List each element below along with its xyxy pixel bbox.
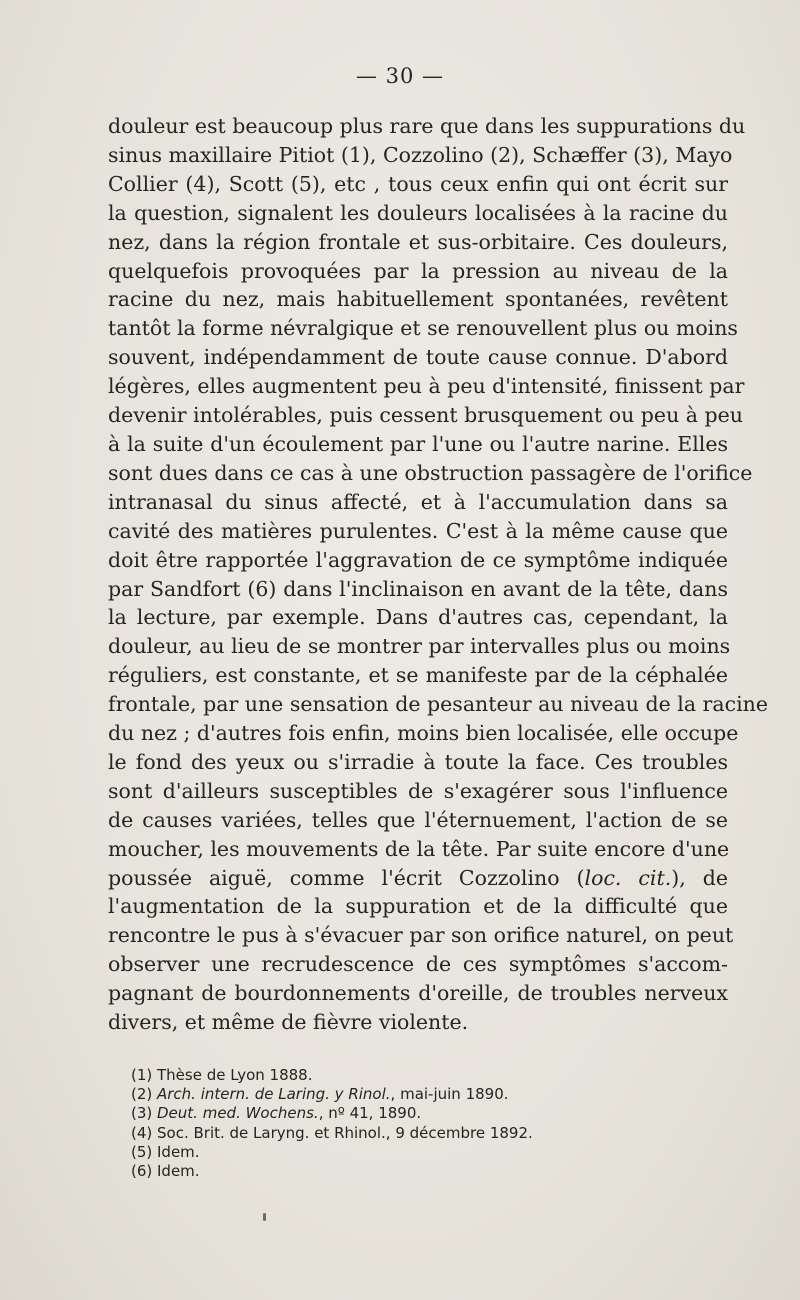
text-line: l'augmentation de la suppuration et de la difficulté que (108, 894, 728, 919)
footnote-text: , nº 41, 1890. (318, 1104, 422, 1123)
footnote-text: Soc. Brit. de Laryng. et Rhinol., 9 décembre 1892. (157, 1123, 533, 1142)
text-line: légères, elles augmentent peu à peu d'intensité, finissent par (108, 374, 745, 399)
text-line: la question, signalent les douleurs localisées à la racine du (108, 200, 728, 225)
footnote (131, 1104, 591, 1123)
text-line: divers, et même de fièvre violente. (108, 1010, 469, 1035)
text-line: réguliers, est constante, et se manifeste par de la céphalée (108, 663, 728, 688)
footnote-text: Idem. (157, 1162, 200, 1181)
ink-speck (263, 1213, 266, 1221)
text-line: sinus maxillaire Pitiot (1), Cozzolino (2), Schæffer (3), Mayo (108, 142, 733, 167)
footnote (131, 1124, 591, 1143)
text-line: quelquefois provoquées par la pression au niveau de la (108, 258, 728, 283)
text-line: racine du nez, mais habituellement spontanées, revêtent (108, 287, 728, 312)
text-line: la lecture, par exemple. Dans d'autres cas, cependant, la (108, 605, 728, 630)
text-line: poussée aiguë, comme l'écrit Cozzolino (loc. cit.), de (108, 865, 728, 890)
text-line: sont dues dans ce cas à une obstruction passagère de l'orifice (108, 460, 753, 485)
text-line: sont d'ailleurs susceptibles de s'exagérer sous l'influence (108, 778, 728, 803)
text-line: frontale, par une sensation de pesanteur au niveau de la racine (108, 692, 768, 717)
text-line: souvent, indépendamment de toute cause connue. D'abord (108, 345, 728, 370)
text-line: tantôt la forme névralgique et se renouvellent plus ou moins (108, 316, 738, 341)
footnote-number: (3) (131, 1104, 153, 1123)
footnote (131, 1143, 591, 1162)
text-line: devenir intolérables, puis cessent brusquement ou peu à peu (108, 403, 743, 428)
text-line: le fond des yeux ou s'irradie à toute la face. Ces troubles (108, 749, 728, 774)
footnote-number: (2) (131, 1085, 153, 1104)
footnote-text: , mai-juin 1890. (390, 1085, 509, 1104)
text-segment: ), de (671, 865, 728, 890)
text-line: par Sandfort (6) dans l'inclinaison en avant de la tête, dans (108, 576, 728, 601)
text-line: moucher, les mouvements de la tête. Par suite encore d'une (108, 836, 730, 861)
footnote (131, 1162, 591, 1181)
text-line: intranasal du sinus affecté, et à l'accumulation dans sa (108, 489, 728, 514)
footnote-number: (5) (131, 1142, 153, 1161)
text-line: rencontre le pus à s'évacuer par son orifice naturel, on peut (108, 923, 734, 948)
text-line: Collier (4), Scott (5), etc , tous ceux enfin qui ont écrit sur (108, 171, 728, 196)
footnote-journal-title: Arch. intern. de Laring. y Rinol. (157, 1085, 391, 1104)
text-line: de causes variées, telles que l'éternuement, l'action de se (108, 807, 728, 832)
text-line: douleur est beaucoup plus rare que dans les suppurations du (108, 114, 746, 138)
footnote-number: (1) (131, 1066, 153, 1084)
text-line: pagnant de bourdonnements d'oreille, de troubles nerveux (108, 981, 728, 1006)
text-line: à la suite d'un écoulement par l'une ou l'autre narine. Elles (108, 431, 728, 456)
citation-loc-cit: loc. cit. (584, 865, 672, 890)
footnote-text: Idem. (157, 1142, 200, 1161)
footnotes (131, 1066, 591, 1181)
text-line: douleur, au lieu de se montrer par intervalles plus ou moins (108, 634, 731, 659)
footnote-number: (4) (131, 1123, 153, 1142)
body-text (108, 112, 768, 1037)
footnote-journal-title: Deut. med. Wochens. (157, 1104, 319, 1123)
text-segment: poussée aiguë, comme l'écrit Cozzolino (108, 865, 560, 890)
page-number: — 30 — (355, 64, 445, 88)
text-line: cavité des matières purulentes. C'est à la même cause que (108, 518, 728, 543)
text-line: du nez ; d'autres fois enfin, moins bien localisée, elle occupe (108, 721, 739, 746)
text-line: doit être rapportée l'aggravation de ce symptôme indiquée (108, 547, 728, 572)
text-line: nez, dans la région frontale et sus-orbitaire. Ces douleurs, (108, 229, 728, 254)
footnote-number: (6) (131, 1162, 153, 1181)
footnote (131, 1085, 591, 1104)
footnote-text: Thèse de Lyon 1888. (157, 1066, 313, 1084)
text-line: observer une recrudescence de ces symptômes s'accom- (108, 952, 728, 977)
footnote (131, 1066, 591, 1085)
